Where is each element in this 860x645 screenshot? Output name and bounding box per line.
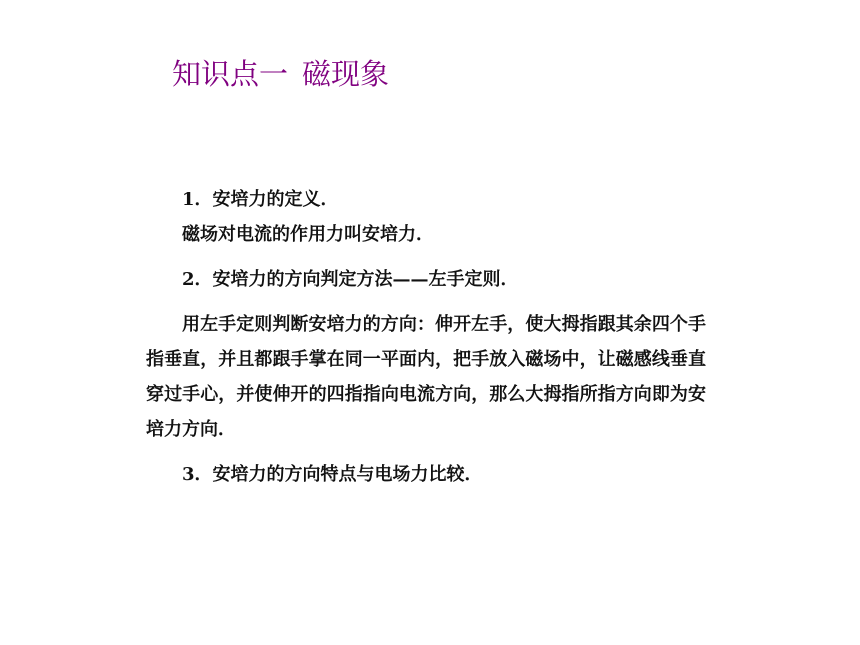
heading-direction-comparison: 3．安培力的方向特点与电场力比较． [182, 464, 483, 485]
section-title-number: 知识点一 [172, 57, 289, 91]
section-title-topic: 磁现象 [302, 57, 390, 91]
heading-ampere-force-definition: 1．安培力的定义． [182, 189, 339, 210]
heading-left-hand-rule: 2．安培力的方向判定方法——左手定则． [182, 269, 519, 290]
section-title [172, 56, 389, 92]
content-body [146, 182, 706, 492]
paragraph-left-hand-rule: 用左手定则判断安培力的方向：伸开左手，使大拇指跟其余四个手指垂直，并且都跟手掌在同一平面内，把手放入磁场中，让磁感线垂直穿过手心，并使伸开的四指指向电流方向，那么大拇指所指方向即为安培力方向． [146, 314, 706, 440]
paragraph-ampere-force-definition: 磁场对电流的作用力叫安培力． [182, 224, 434, 245]
